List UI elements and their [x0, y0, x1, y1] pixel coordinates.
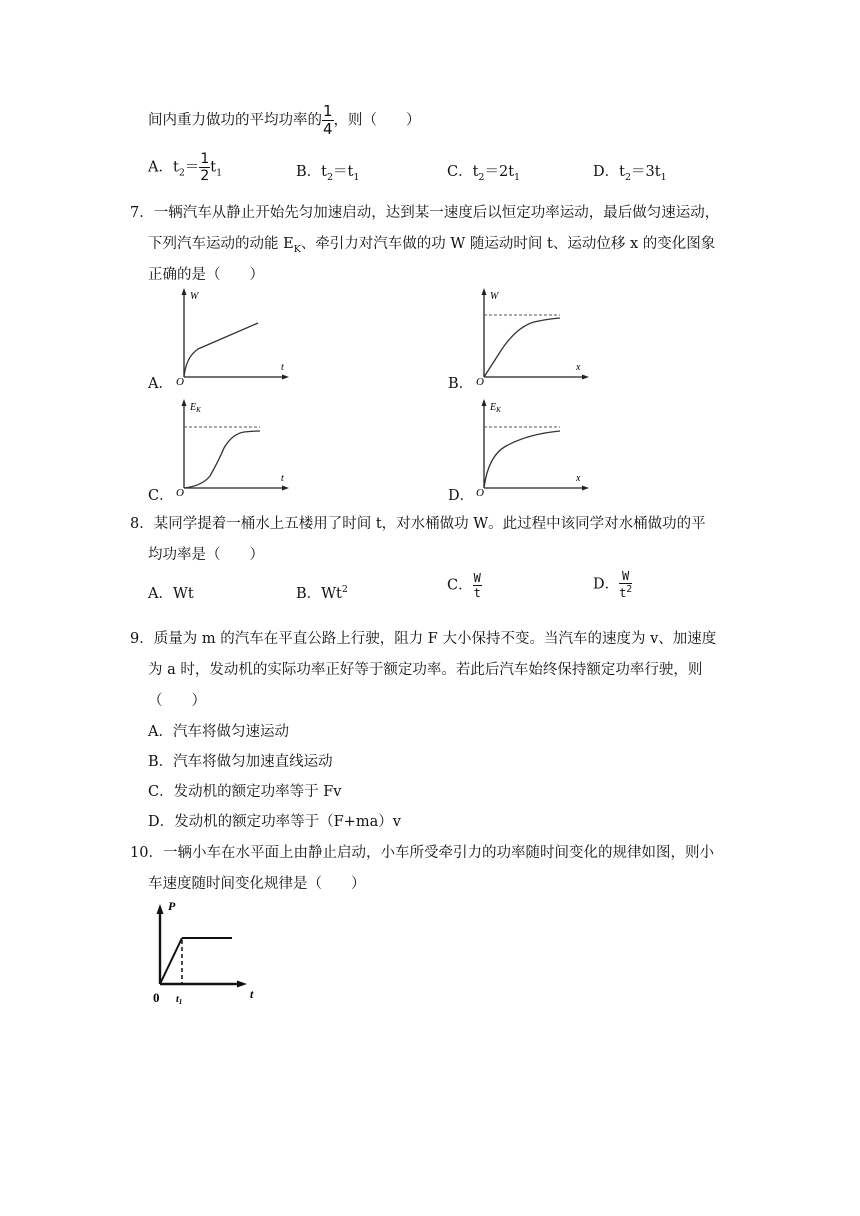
svg-text:W: W — [190, 291, 199, 302]
svg-text:t1: $t_1$ — [176, 994, 183, 1006]
svg-text:x: x — [576, 473, 581, 484]
q8-line-2: 均功率是（ ） — [148, 547, 264, 563]
svg-text:EK: $E_K$ — [190, 402, 201, 414]
svg-text:W: W — [490, 291, 499, 302]
q7-graph-d — [472, 396, 592, 496]
q6-option-b: B．$t_2=t_1$ — [296, 164, 360, 183]
q9-option-d: D．发动机的额定功率等于（F+ma）v — [148, 814, 401, 830]
q7-line-1: 7．一辆汽车从静止开始先匀加速启动，达到某一速度后以恒定功率运动，最后做匀速运动， — [130, 205, 720, 221]
svg-text:O: O — [176, 487, 184, 496]
svg-text:t: t — [250, 987, 254, 1001]
q9-line-2: 为 a 时，发动机的实际功率正好等于额定功率。若此后汽车始终保持额定功率行驶，则 — [148, 662, 703, 678]
q9-option-c: C．发动机的额定功率等于 Fv — [148, 784, 342, 800]
svg-text:P: P — [168, 899, 176, 913]
q6-option-c: C．$t_2=2t_1$ — [447, 164, 521, 183]
q8-option-c: C． $\frac{W}{t}$ — [447, 571, 481, 600]
q6-option-a: A．$t_2=$ $\frac{1}{2}$ $t_1$ — [148, 151, 223, 184]
q7-graph-c — [172, 396, 292, 496]
q7-option-b-label: B． — [448, 376, 474, 392]
q9-line-3: （ ） — [148, 693, 206, 709]
svg-text:O: O — [476, 376, 484, 385]
q6-stem-tail: 间内重力做功的平均功率的 $\frac{1}{4}$ ，则（ ） — [148, 102, 421, 138]
svg-text:t: t — [281, 362, 284, 373]
q8-option-d: D． $\frac{W}{t^2}$ — [593, 569, 633, 600]
q7-option-c-label: C． — [148, 488, 174, 504]
svg-text:O: O — [476, 487, 484, 496]
q7-option-d-label: D． — [448, 488, 475, 504]
svg-text:0: 0 — [153, 990, 160, 1005]
q6-option-d: D．$t_2=3t_1$ — [593, 164, 667, 183]
svg-text:x: x — [576, 362, 581, 373]
q7-graph-b — [472, 285, 592, 385]
q7-line-2: 下列汽车运动的动能 $E_K$、牵引力对汽车做的功 W 随运动时间 t、运动位移 x 的变化图象 — [148, 236, 716, 255]
q9-option-b: B．汽车将做匀加速直线运动 — [148, 754, 333, 770]
q8-option-a: A．Wt — [148, 586, 194, 602]
q9-option-a: A．汽车将做匀速运动 — [148, 724, 289, 740]
svg-text:EK: $E_K$ — [490, 402, 501, 414]
svg-text:O: O — [176, 376, 184, 385]
q6-fraction: $\frac{1}{4}$ — [323, 102, 333, 138]
q8-option-b: B．Wt$^2$ — [296, 584, 348, 602]
q8-line-1: 8．某同学提着一桶水上五楼用了时间 t，对水桶做功 W。此过程中该同学对水桶做功的平 — [130, 516, 706, 532]
q7-line-3: 正确的是（ ） — [148, 267, 264, 283]
svg-text:t: t — [281, 473, 284, 484]
q9-line-1: 9．质量为 m 的汽车在平直公路上行驶，阻力 F 大小保持不变。当汽车的速度为 v、加速度 — [130, 631, 717, 647]
q10-line-2: 车速度随时间变化规律是（ ） — [148, 876, 366, 892]
q10-line-1: 10．一辆小车在水平面上由静止启动，小车所受牵引力的功率随时间变化的规律如图，则小 — [130, 845, 714, 861]
q10-power-graph — [148, 888, 268, 1010]
q7-graph-a — [172, 285, 292, 385]
q7-option-a-label: A． — [148, 376, 173, 392]
